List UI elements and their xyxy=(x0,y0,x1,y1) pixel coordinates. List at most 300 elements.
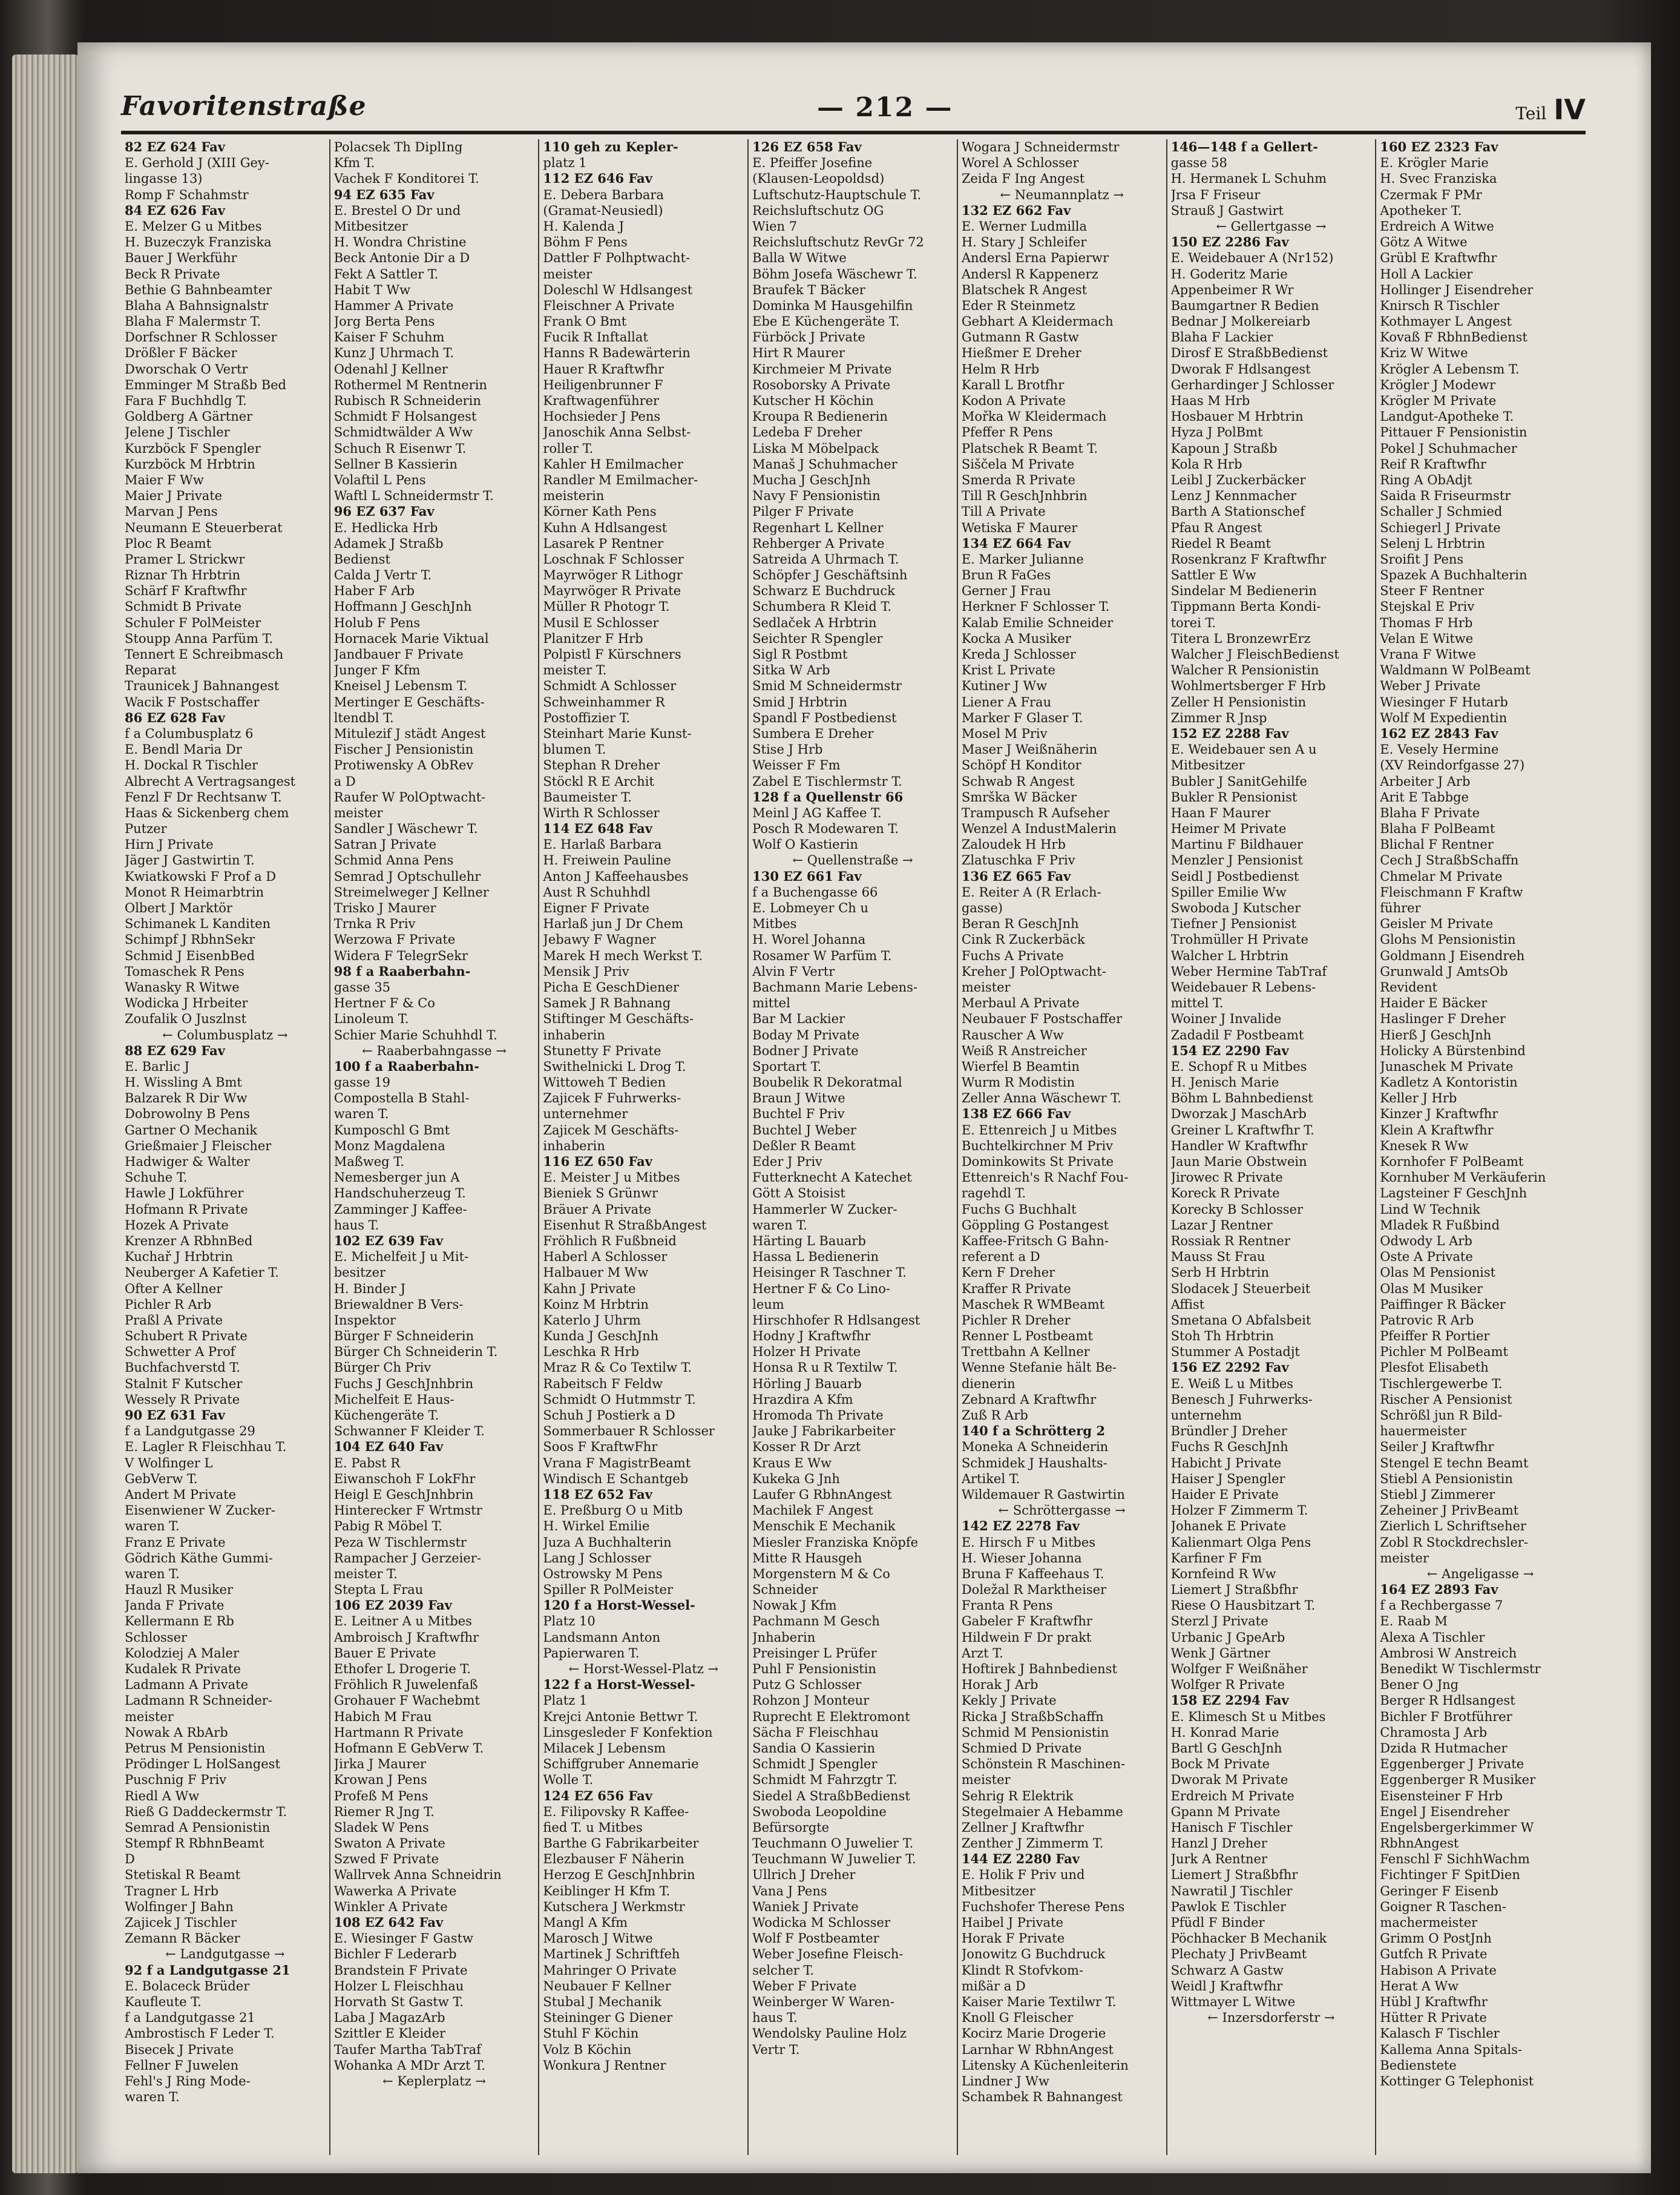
directory-entry: 136 EZ 665 Fav xyxy=(961,868,1071,884)
directory-entry: Martinek J Schriftfeh xyxy=(543,1947,680,1962)
directory-entry: Wohlmertsberger F Hrb xyxy=(1170,679,1326,694)
directory-entry: Briewaldner B Vers- xyxy=(333,1297,464,1312)
directory-entry: Schönstein R Maschinen- xyxy=(961,1757,1126,1772)
directory-entry: Weisser F Fm xyxy=(752,758,841,773)
directory-entry: E. Lobmeyer Ch u xyxy=(752,901,868,915)
directory-entry: unternehmer xyxy=(543,1107,628,1122)
directory-entry: dienerin xyxy=(961,1376,1016,1391)
directory-entry: Erdreich M Private xyxy=(1170,1788,1294,1803)
directory-entry: Artikel T. xyxy=(961,1471,1020,1486)
directory-entry: Kutiner J Ww xyxy=(961,679,1048,694)
directory-entry: Weidebauer R Lebens- xyxy=(1170,979,1316,995)
directory-entry: E. Brestel O Dr und xyxy=(333,203,461,218)
directory-entry: Zimmer R Jnsp xyxy=(1170,710,1267,725)
directory-entry: Hierß J GeschJnh xyxy=(1380,1027,1492,1042)
directory-entry: Stubal J Mechanik xyxy=(543,1994,661,2009)
directory-entry: Beck Antonie Dir a D xyxy=(333,251,470,266)
directory-entry: Fuchshofer Therese Pens xyxy=(961,1899,1125,1914)
directory-entry: Wurm R Modistin xyxy=(961,1075,1075,1090)
directory-entry: Jirowec R Private xyxy=(1170,1170,1283,1185)
directory-entry: Raufer W PolOptwacht- xyxy=(333,789,486,805)
directory-entry: RbhnAngest xyxy=(1380,1836,1459,1851)
directory-entry: Gutfch R Private xyxy=(1380,1947,1488,1962)
directory-entry: 164 EZ 2893 Fav xyxy=(1380,1582,1498,1598)
directory-entry: Fischer J Pensionistin xyxy=(333,742,474,757)
directory-entry: Blaha F Malermstr T. xyxy=(125,314,261,329)
directory-entry: Nawratil J Tischler xyxy=(1170,1883,1293,1898)
directory-entry: Schwarz A Gastw xyxy=(1170,1963,1284,1978)
directory-entry: Wetiska F Maurer xyxy=(961,520,1078,535)
directory-entry: Benesch J Fuhrwerks- xyxy=(1170,1392,1313,1407)
directory-entry: Stiftinger M Geschäfts- xyxy=(543,1012,694,1027)
directory-entry: gasse 35 xyxy=(333,979,391,995)
directory-entry: (XV Reindorfgasse 27) xyxy=(1380,758,1525,773)
directory-entry: Maier F Ww xyxy=(125,472,204,487)
directory-entry: Walcher L Hrbtrin xyxy=(1170,948,1289,963)
directory-entry: Habison A Private xyxy=(1380,1963,1497,1978)
directory-entry: Hießmer E Dreher xyxy=(961,346,1081,361)
directory-entry: Engel J Eisendreher xyxy=(1380,1804,1510,1819)
directory-entry: Habicht J Private xyxy=(1170,1455,1282,1470)
directory-entry: Deßler R Beamt xyxy=(752,1138,856,1153)
directory-entry: Keller J Hrb xyxy=(1380,1091,1457,1106)
directory-entry: Wolf M Expedientin xyxy=(1380,710,1508,725)
directory-entry: Kaffee-Fritsch G Bahn- xyxy=(961,1233,1109,1248)
directory-entry: Wolfinger J Bahn xyxy=(125,1899,234,1914)
directory-entry: meister xyxy=(961,1772,1011,1788)
directory-entry: Haas M Hrb xyxy=(1170,393,1250,408)
directory-entry: Pfau R Angest xyxy=(1170,520,1262,535)
directory-entry: Reichsluftschutz OG xyxy=(752,203,884,218)
directory-entry: Hodny J Kraftwfhr xyxy=(752,1329,871,1344)
header-rule xyxy=(121,131,1586,134)
directory-entry: Petrus M Pensionistin xyxy=(125,1740,266,1756)
directory-entry: Stepta L Frau xyxy=(333,1582,424,1598)
directory-entry: f a Rechbergasse 7 xyxy=(1380,1598,1503,1613)
directory-entry: Vachek F Konditorei T. xyxy=(333,171,479,186)
directory-entry: Zenther J Zimmerm T. xyxy=(961,1836,1104,1851)
directory-entry: Harlaß jun J Dr Chem xyxy=(543,917,684,932)
directory-entry: Hanzl J Dreher xyxy=(1170,1836,1267,1851)
directory-entry: Maschek R WMBeamt xyxy=(961,1297,1105,1312)
directory-entry: Mraz R & Co Textilw T. xyxy=(543,1360,692,1375)
directory-entry: Kocka A Musiker xyxy=(961,631,1071,646)
directory-entry: Hirt R Maurer xyxy=(752,346,845,361)
directory-entry: Gartner O Mechanik xyxy=(125,1122,258,1137)
directory-column xyxy=(1380,139,1581,2155)
directory-entry: H. Buzeczyk Franziska xyxy=(125,235,272,250)
directory-entry: Holzer L Fleischhau xyxy=(333,1978,464,1993)
directory-entry: Wittmayer L Witwe xyxy=(1170,1994,1296,2009)
directory-entry: Kornfeind R Ww xyxy=(1170,1566,1276,1581)
directory-entry: Zeller H Pensionistin xyxy=(1170,694,1307,709)
directory-entry: Kocirz Marie Drogerie xyxy=(961,2026,1106,2041)
directory-entry: Kahler H Emilmacher xyxy=(543,456,683,472)
directory-entry: 92 f a Landgutgasse 21 xyxy=(125,1962,290,1978)
directory-entry: Mahringer O Private xyxy=(543,1963,677,1978)
directory-entry: Platz 10 xyxy=(543,1614,596,1629)
directory-entry: Ullrich J Dreher xyxy=(752,1868,856,1883)
directory-entry: Schmidt F Holsangest xyxy=(333,409,477,424)
directory-entry: roller T. xyxy=(543,441,594,456)
directory-entry: Hochsieder J Pens xyxy=(543,409,661,424)
directory-entry: Wanasky R Witwe xyxy=(125,979,240,995)
directory-entry: Schumbera R Kleid T. xyxy=(752,599,892,614)
directory-entry: Glohs M Pensionistin xyxy=(1380,932,1516,947)
directory-entry: platz 1 xyxy=(543,156,587,171)
directory-entry: Sroifit J Pens xyxy=(1380,551,1464,567)
directory-entry: Puhl F Pensionistin xyxy=(752,1662,876,1676)
directory-entry: Kapoun J Straßb xyxy=(1170,441,1278,456)
directory-entry: Hauzl R Musiker xyxy=(125,1582,234,1598)
directory-entry: Habich M Frau xyxy=(333,1709,432,1724)
directory-entry: Odenahl J Kellner xyxy=(333,361,448,377)
directory-entry: Juza A Buchhalterin xyxy=(543,1535,672,1550)
directory-entry: Sandia O Kassierin xyxy=(752,1740,876,1756)
directory-entry: (Gramat-Neusiedl) xyxy=(543,203,663,218)
directory-entry: Puschnig F Priv xyxy=(125,1772,227,1788)
directory-entry: ← Landgutgasse → xyxy=(165,1947,285,1962)
directory-entry: Arit E Tabbge xyxy=(1380,789,1469,805)
directory-entry: Kallema Anna Spitals- xyxy=(1380,2042,1522,2057)
directory-entry: 86 EZ 628 Fav xyxy=(125,709,225,725)
directory-entry: Hofmann E GebVerw T. xyxy=(333,1740,484,1756)
directory-entry: Oste A Private xyxy=(1380,1249,1473,1265)
directory-entry: Chmelar M Private xyxy=(1380,869,1503,884)
directory-entry: Laba J MagazArb xyxy=(333,2010,445,2026)
directory-entry: Schier Marie Schuhhdl T. xyxy=(333,1027,497,1042)
column-rule xyxy=(538,139,539,2155)
directory-entry: Milacek J Lebensm xyxy=(543,1740,666,1756)
directory-entry: Halbauer M Ww xyxy=(543,1265,649,1280)
directory-entry: Buchtel J Weber xyxy=(752,1122,856,1137)
directory-entry: Stiebl J Zimmerer xyxy=(1380,1487,1495,1502)
directory-entry: Ploc R Beamt xyxy=(125,536,212,551)
directory-entry: Jebawy F Wagner xyxy=(543,932,656,947)
directory-entry: Bartl G GeschJnh xyxy=(1170,1740,1282,1756)
directory-entry: Jirka J Maurer xyxy=(333,1757,426,1772)
directory-entry: Sindelar M Bedienerin xyxy=(1170,584,1317,599)
directory-entry: Streimelweger J Kellner xyxy=(333,884,489,900)
directory-entry: Steininger G Diener xyxy=(543,2010,673,2026)
directory-entry: meister xyxy=(125,1709,174,1724)
directory-entry: Stempf R RbhnBeamt xyxy=(125,1836,264,1851)
directory-entry: Müller R Photogr T. xyxy=(543,599,670,614)
directory-entry: Sellner B Kassierin xyxy=(333,456,458,472)
directory-entry: Eggenberger J Private xyxy=(1380,1757,1524,1772)
directory-entry: Schwetter A Prof xyxy=(125,1344,235,1360)
directory-entry: Navy F Pensionistin xyxy=(752,489,881,504)
directory-entry: Horak F Private xyxy=(961,1931,1065,1946)
directory-entry: waren T. xyxy=(125,1519,180,1534)
directory-entry: torei T. xyxy=(1170,615,1216,630)
directory-entry: Windisch E Schantgeb xyxy=(543,1471,689,1486)
directory-entry: meister T. xyxy=(543,663,607,678)
directory-entry: Schmidt M Fahrzgtr T. xyxy=(752,1772,897,1788)
directory-entry: Jorg Berta Pens xyxy=(333,314,435,329)
directory-entry: Hirn J Private xyxy=(125,837,214,852)
directory-entry: Blaha F Lackier xyxy=(1170,330,1273,345)
directory-entry: Bener O Jng xyxy=(1380,1677,1459,1693)
directory-entry: E. Lagler R Fleischhau T. xyxy=(125,1440,287,1455)
directory-entry: Zamminger J Kaffee- xyxy=(333,1202,467,1217)
directory-entry: Trettbahn A Kellner xyxy=(961,1344,1090,1360)
directory-entry: Schmid J EisenbBed xyxy=(125,948,255,963)
directory-entry: Doleschl W Hdlsangest xyxy=(543,282,693,297)
directory-entry: Pichler M PolBeamt xyxy=(1380,1344,1508,1360)
directory-entry: Siedel A StraßbBedienst xyxy=(752,1788,910,1803)
directory-entry: 158 EZ 2294 Fav xyxy=(1170,1693,1289,1708)
directory-entry: Gpann M Private xyxy=(1170,1804,1281,1819)
directory-entry: Böhm Josefa Wäschewr T. xyxy=(752,266,917,281)
directory-entry: Mitbesitzer xyxy=(333,219,408,234)
directory-entry: Weber F Private xyxy=(752,1978,857,1993)
directory-entry: meister T. xyxy=(333,1566,398,1581)
directory-entry: Schimanek L Kanditen xyxy=(125,917,271,932)
directory-entry: Buchtelkirchner M Priv xyxy=(961,1138,1114,1153)
directory-entry: Herkner F Schlosser T. xyxy=(961,599,1110,614)
directory-entry: 154 EZ 2290 Fav xyxy=(1170,1042,1289,1058)
directory-entry: Bauer J Werkführ xyxy=(125,251,237,266)
directory-entry: Stuhl F Köchin xyxy=(543,2026,639,2041)
directory-entry: Lenz J Kennmacher xyxy=(1170,489,1297,504)
directory-entry: Bock M Private xyxy=(1170,1757,1270,1772)
directory-entry: Reif R Kraftwfhr xyxy=(1380,456,1486,472)
directory-entry: Kuhn A Hdlsangest xyxy=(543,520,668,535)
directory-entry: blumen T. xyxy=(543,742,606,757)
directory-entry: Monz Magdalena xyxy=(333,1138,445,1153)
directory-entry: Schneider xyxy=(752,1582,818,1598)
directory-entry: Wiesinger F Hutarb xyxy=(1380,694,1508,709)
directory-entry: Kornhofer F PolBeamt xyxy=(1380,1154,1524,1169)
directory-column xyxy=(125,139,326,2155)
directory-entry: Mladek R Fußbind xyxy=(1380,1217,1500,1232)
directory-entry: H. Freiwein Pauline xyxy=(543,853,671,868)
directory-entry: Platz 1 xyxy=(543,1693,588,1708)
part-number: IV xyxy=(1554,93,1586,126)
directory-entry: Kudalek R Private xyxy=(125,1662,241,1676)
directory-entry: Tiefner J Pensionist xyxy=(1170,917,1296,932)
directory-entry: Kadletz A Kontoristin xyxy=(1380,1075,1518,1090)
directory-entry: Nowak J Kfm xyxy=(752,1598,837,1613)
directory-entry: Frank O Bmt xyxy=(543,314,627,329)
directory-entry: Horak J Arb xyxy=(961,1677,1039,1693)
directory-entry: Schmid Anna Pens xyxy=(333,853,454,868)
directory-entry: Hörling J Bauarb xyxy=(752,1376,862,1391)
directory-entry: Werzowa F Private xyxy=(333,932,456,947)
directory-entry: Revident xyxy=(1380,979,1437,995)
page-edges xyxy=(12,54,79,2173)
directory-entry: V Wolfinger L xyxy=(125,1455,213,1470)
directory-entry: Holzer F Zimmerm T. xyxy=(1170,1503,1308,1518)
directory-entry: D xyxy=(125,1852,135,1867)
directory-entry: Renner L Postbeamt xyxy=(961,1329,1093,1344)
directory-entry: Bubler J SanitGehilfe xyxy=(1170,774,1307,789)
directory-entry: waren T. xyxy=(125,1566,180,1581)
directory-entry: Sehrig R Elektrik xyxy=(961,1788,1074,1803)
page-number: — 212 — xyxy=(817,92,953,123)
directory-entry: Jnhaberin xyxy=(752,1630,816,1645)
directory-entry: Larnhar W RbhnAngest xyxy=(961,2042,1114,2057)
directory-entry: Trnka R Priv xyxy=(333,917,416,932)
directory-entry: Posch R Modewaren T. xyxy=(752,821,899,837)
directory-entry: Preisinger L Prüfer xyxy=(752,1645,877,1660)
directory-column xyxy=(752,139,953,2155)
directory-entry: Marker F Glaser T. xyxy=(961,710,1083,725)
directory-entry: Regenhart L Kellner xyxy=(752,520,884,535)
directory-entry: Bieniek S Grünwr xyxy=(543,1186,658,1201)
directory-entry: 118 EZ 652 Fav xyxy=(543,1486,652,1502)
directory-entry: Wolle T. xyxy=(543,1772,594,1788)
directory-entry: Trohmüller H Private xyxy=(1170,932,1308,947)
directory-entry: Bräuer A Private xyxy=(543,1202,652,1217)
directory-entry: Sladek W Pens xyxy=(333,1820,429,1835)
directory-entry: Befürsorgte xyxy=(752,1820,830,1835)
directory-entry: Wawerka A Private xyxy=(333,1883,457,1898)
column-rule xyxy=(1375,139,1376,2155)
directory-entry: Hauer R Kraftwfhr xyxy=(543,361,664,377)
directory-entry: inhaberin xyxy=(543,1027,605,1042)
directory-entry: Franz E Private xyxy=(125,1535,226,1550)
directory-entry: Klindt R Stofvkom- xyxy=(961,1963,1084,1978)
directory-entry: Beran R GeschJnh xyxy=(961,917,1079,932)
directory-entry: Wolfger R Private xyxy=(1170,1677,1285,1693)
directory-entry: Schweinhammer R xyxy=(543,694,665,709)
directory-entry: Fürböck J Private xyxy=(752,330,865,345)
directory-entry: E. Gerhold J (XIII Gey- xyxy=(125,156,269,171)
directory-entry: Franta R Pens xyxy=(961,1598,1053,1613)
directory-entry: Kola R Hrb xyxy=(1170,456,1242,472)
directory-entry: E. Weidebauer A (Nr152) xyxy=(1170,251,1334,266)
directory-entry: Zebnard A Kraftwfhr xyxy=(961,1392,1097,1407)
directory-entry: Ambrosi W Anstreich xyxy=(1380,1645,1517,1660)
directory-column xyxy=(962,139,1163,2155)
part-prefix: Teil xyxy=(1515,104,1547,123)
directory-entry: Wenne Stefanie hält Be- xyxy=(961,1360,1117,1375)
directory-entry: Korecky B Schlosser xyxy=(1170,1202,1303,1217)
directory-entry: Laufer G RbhnAngest xyxy=(752,1487,892,1502)
directory-entry: Riznar Th Hrbtrin xyxy=(125,568,241,583)
directory-entry: Moneka A Schneiderin xyxy=(961,1440,1109,1455)
directory-entry: Hammerler W Zucker- xyxy=(752,1202,897,1217)
directory-entry: Ricka J StraßbSchaffn xyxy=(961,1709,1104,1724)
directory-entry: 120 f a Horst-Wessel- xyxy=(543,1598,695,1613)
directory-entry: Hromoda Th Private xyxy=(752,1408,884,1423)
directory-entry: Tennert E Schreibmasch xyxy=(125,647,284,662)
directory-entry: Postoffizier T. xyxy=(543,710,631,725)
directory-entry: Mitulezif J städt Angest xyxy=(333,726,486,741)
directory-entry: Schmied D Private xyxy=(961,1740,1082,1756)
directory-entry: Fekt A Sattler T. xyxy=(333,266,439,281)
directory-entry: Weidl J Kraftwfhr xyxy=(1170,1978,1283,1993)
directory-entry: Schmidt A Schlosser xyxy=(543,679,677,694)
directory-entry: Taufer Martha TabTraf xyxy=(333,2042,481,2057)
directory-entry: Körner Kath Pens xyxy=(543,504,657,519)
directory-entry: Hertner F & Co Lino- xyxy=(752,1281,890,1296)
directory-entry: Junger F Kfm xyxy=(333,663,421,678)
directory-entry: Anton J Kaffeehausbes xyxy=(543,869,689,884)
directory-entry: lingasse 13) xyxy=(125,171,203,186)
directory-entry: ← Horst-Wessel-Platz → xyxy=(568,1662,719,1676)
directory-entry: Zajicek M Geschäfts- xyxy=(543,1122,679,1137)
directory-entry: Bründler J Dreher xyxy=(1170,1424,1287,1439)
directory-entry: Ledeba F Dreher xyxy=(752,425,862,440)
directory-entry: Kalab Emilie Schneider xyxy=(961,615,1114,630)
directory-entry: Kirchmeier M Private xyxy=(752,361,892,377)
directory-columns xyxy=(121,139,1586,2155)
directory-entry: Stetiskal R Beamt xyxy=(125,1868,241,1883)
directory-entry: Swoboda J Kutscher xyxy=(1170,901,1301,915)
directory-entry: Zierlich L Schriftseher xyxy=(1380,1519,1526,1534)
directory-entry: Landsmann Anton xyxy=(543,1630,661,1645)
directory-entry: Götz A Witwe xyxy=(1380,235,1468,250)
directory-entry: Eisenhut R StraßbAngest xyxy=(543,1217,707,1232)
directory-entry: Kern F Dreher xyxy=(961,1265,1055,1280)
directory-entry: Patrovic R Arb xyxy=(1380,1312,1474,1328)
directory-entry: Maier J Private xyxy=(125,489,223,504)
directory-entry: 142 EZ 2278 Fav xyxy=(961,1518,1080,1534)
directory-entry: Czermak F PMr xyxy=(1380,187,1482,202)
directory-entry: Albrecht A Vertragsangest xyxy=(125,774,296,789)
directory-entry: Schaller J Schmied xyxy=(1380,504,1503,519)
directory-entry: Putzer xyxy=(125,821,167,837)
directory-entry: E. Hedlicka Hrb xyxy=(333,520,438,535)
directory-entry: Walcher J FleischBedienst xyxy=(1170,647,1339,662)
directory-entry: Buchfachverstd T. xyxy=(125,1360,241,1375)
directory-entry: Kornhuber M Verkäuferin xyxy=(1380,1170,1546,1185)
directory-entry: Wogara J Schneidermstr xyxy=(961,140,1120,154)
directory-entry: Hozek A Private xyxy=(125,1217,229,1232)
directory-entry: Maser J Weißnäherin xyxy=(961,742,1098,757)
directory-entry: gasse) xyxy=(961,901,1003,915)
directory-entry: Miesler Franziska Knöpfe xyxy=(752,1535,919,1550)
directory-entry: Polpistl F Kürschners xyxy=(543,647,681,662)
directory-entry: Swithelnicki L Drog T. xyxy=(543,1059,686,1074)
directory-entry: Pramer L Strickwr xyxy=(125,551,245,567)
directory-entry: waren T. xyxy=(125,2090,180,2105)
directory-entry: Junaschek M Private xyxy=(1380,1059,1514,1074)
directory-entry: Selenj L Hrbtrin xyxy=(1380,536,1486,551)
directory-entry: meister xyxy=(1380,1550,1429,1565)
directory-entry: 112 EZ 646 Fav xyxy=(543,171,652,186)
directory-entry: Holl A Lackier xyxy=(1380,266,1473,281)
directory-entry: Bar M Lackier xyxy=(752,1012,845,1027)
directory-entry: Benedikt W Tischlermstr xyxy=(1380,1662,1541,1676)
directory-entry: Sedlaček A Hrbtrin xyxy=(752,615,877,630)
directory-entry: Herzog E GeschJnhbrin xyxy=(543,1868,695,1883)
directory-entry: Kaufleute T. xyxy=(125,1994,202,2009)
directory-entry: Sommerbauer R Schlosser xyxy=(543,1424,715,1439)
directory-entry: Schrößl jun R Bild- xyxy=(1380,1408,1503,1423)
directory-entry: Neuberger A Kafetier T. xyxy=(125,1265,279,1280)
directory-entry: Krist L Private xyxy=(961,663,1055,678)
directory-entry: Janoschik Anna Selbst- xyxy=(543,425,691,440)
directory-entry: Neubauer F Postschaffer xyxy=(961,1012,1123,1027)
directory-entry: Hinterecker F Wrtmstr xyxy=(333,1503,482,1518)
directory-entry: Fucik R Inftallat xyxy=(543,330,648,345)
directory-entry: Fröhlich R Fußbneid xyxy=(543,1233,677,1248)
directory-entry: Bachmann Marie Lebens- xyxy=(752,979,918,995)
directory-entry: 126 EZ 658 Fav xyxy=(752,139,862,154)
directory-entry: Seichter R Spengler xyxy=(752,631,883,646)
directory-entry: Liener A Frau xyxy=(961,694,1052,709)
directory-entry: Hildwein F Dr prakt xyxy=(961,1630,1092,1645)
directory-entry: E. Klimesch St u Mitbes xyxy=(1170,1709,1326,1724)
directory-column xyxy=(543,139,744,2155)
directory-entry: Stoh Th Hrbtrin xyxy=(1170,1329,1274,1344)
directory-entry: Sportart T. xyxy=(752,1059,822,1074)
directory-entry: Rauscher A Ww xyxy=(961,1027,1064,1042)
